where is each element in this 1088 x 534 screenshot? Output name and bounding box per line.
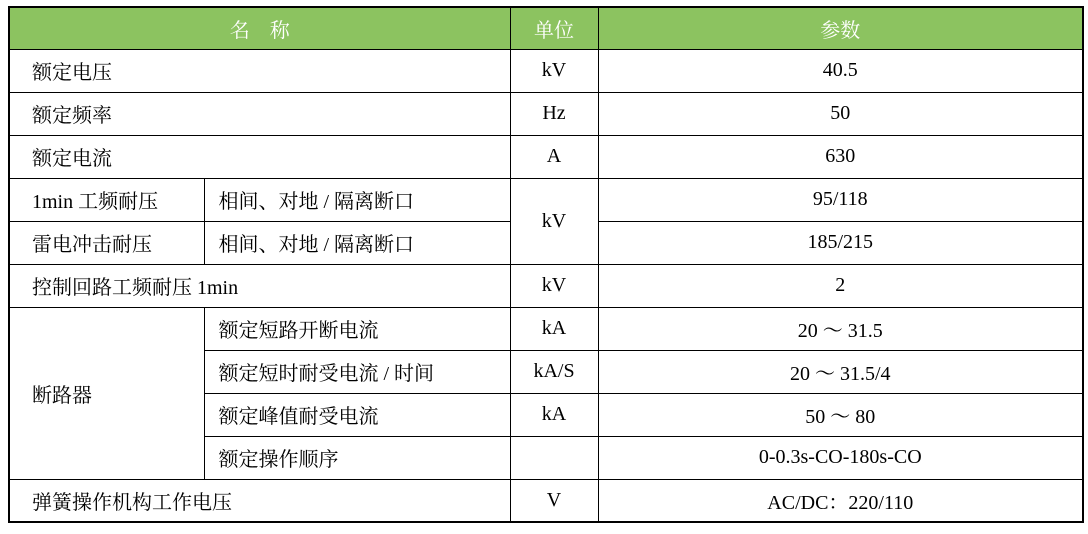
cell-rated-voltage-param: 40.5 bbox=[598, 49, 1083, 92]
row-breaking-current bbox=[9, 307, 1083, 350]
cell-lightning-impulse-param: 185/215 bbox=[598, 221, 1083, 264]
row-rated-current bbox=[9, 135, 1083, 178]
cell-rated-current-param: 630 bbox=[598, 135, 1083, 178]
header-unit: 单位 bbox=[510, 7, 598, 49]
cell-breaking-current-unit: kA bbox=[510, 307, 598, 350]
cell-rated-frequency-param: 50 bbox=[598, 92, 1083, 135]
cell-breaking-current-param: 20 ～ 31.5 bbox=[598, 307, 1083, 350]
cell-short-time-current-param: 20 ～ 31.5/4 bbox=[598, 350, 1083, 393]
cell-rated-voltage-name: 额定电压 bbox=[9, 49, 510, 92]
cell-rated-current-unit: A bbox=[510, 135, 598, 178]
cell-breaking-current-name: 额定短路开断电流 bbox=[204, 307, 510, 350]
cell-rated-frequency-unit: Hz bbox=[510, 92, 598, 135]
cell-rated-voltage-unit: kV bbox=[510, 49, 598, 92]
cell-power-freq-withstand-name: 1min 工频耐压 bbox=[9, 178, 204, 221]
cell-spring-mechanism-param: AC/DC：220/110 bbox=[598, 479, 1083, 522]
header-param: 参数 bbox=[598, 7, 1083, 49]
cell-breaker-group-label: 断路器 bbox=[9, 307, 204, 479]
cell-control-circuit-unit: kV bbox=[510, 264, 598, 307]
cell-operation-sequence-param: 0-0.3s-CO-180s-CO bbox=[598, 436, 1083, 479]
cell-withstand-unit-merged: kV bbox=[510, 178, 598, 264]
row-rated-voltage bbox=[9, 49, 1083, 92]
cell-lightning-impulse-name: 雷电冲击耐压 bbox=[9, 221, 204, 264]
cell-rated-current-name: 额定电流 bbox=[9, 135, 510, 178]
cell-control-circuit-name: 控制回路工频耐压 1min bbox=[9, 264, 510, 307]
cell-operation-sequence-unit bbox=[510, 436, 598, 479]
cell-peak-current-name: 额定峰值耐受电流 bbox=[204, 393, 510, 436]
cell-rated-frequency-name: 额定频率 bbox=[9, 92, 510, 135]
cell-control-circuit-param: 2 bbox=[598, 264, 1083, 307]
cell-peak-current-unit: kA bbox=[510, 393, 598, 436]
cell-operation-sequence-name: 额定操作顺序 bbox=[204, 436, 510, 479]
header-name: 名 称 bbox=[9, 7, 510, 49]
row-power-freq-withstand bbox=[9, 178, 1083, 221]
row-spring-mechanism bbox=[9, 479, 1083, 522]
header-row bbox=[9, 7, 1083, 49]
spec-table bbox=[8, 6, 1084, 523]
cell-spring-mechanism-name: 弹簧操作机构工作电压 bbox=[9, 479, 510, 522]
cell-lightning-impulse-scope: 相间、对地 / 隔离断口 bbox=[204, 221, 510, 264]
row-control-circuit bbox=[9, 264, 1083, 307]
cell-power-freq-withstand-param: 95/118 bbox=[598, 178, 1083, 221]
cell-short-time-current-unit: kA/S bbox=[510, 350, 598, 393]
cell-peak-current-param: 50 ～ 80 bbox=[598, 393, 1083, 436]
cell-power-freq-withstand-scope: 相间、对地 / 隔离断口 bbox=[204, 178, 510, 221]
cell-short-time-current-name: 额定短时耐受电流 / 时间 bbox=[204, 350, 510, 393]
cell-spring-mechanism-unit: V bbox=[510, 479, 598, 522]
row-rated-frequency bbox=[9, 92, 1083, 135]
